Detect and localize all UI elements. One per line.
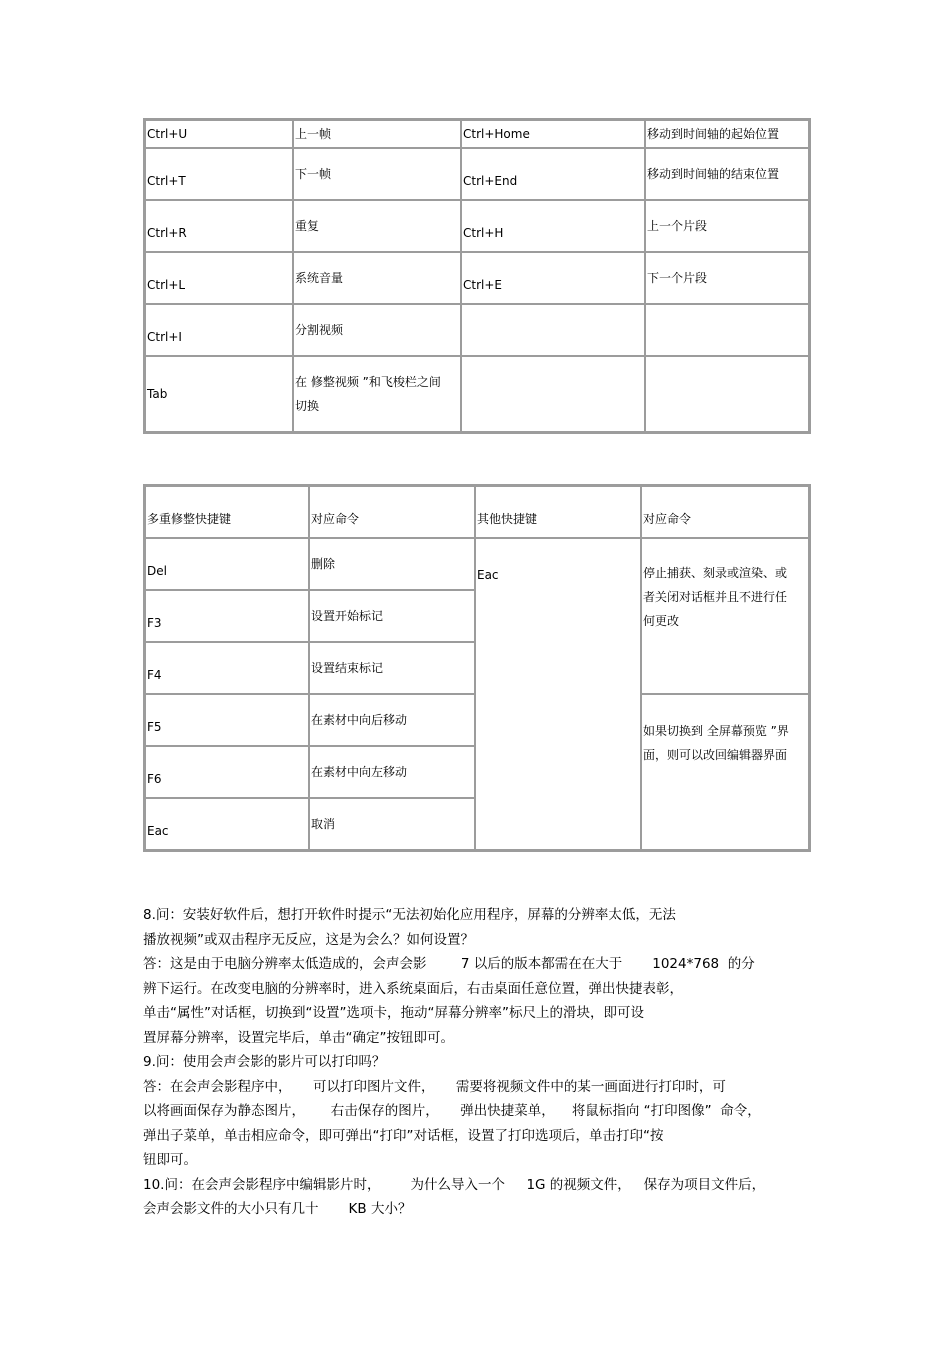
column-header: 多重修整快捷键 <box>145 486 309 538</box>
table-cell: Ctrl+H <box>461 200 645 252</box>
table-row <box>145 120 809 148</box>
table-cell: 重复 <box>293 200 461 252</box>
qa-line: 辨下运行。在改变电脑的分辨率时，进入系统桌面后，右击桌面任意位置，弹出快捷表彰， <box>143 980 683 997</box>
table-cell: F3 <box>145 590 309 642</box>
table-cell: F5 <box>145 694 309 746</box>
qa-line: 答：这是由于电脑分辨率太低造成的，会声会影 7 以后的版本都需在在大于 1024*768 的分 <box>143 956 755 972</box>
table-cell: Ctrl+E <box>461 252 645 304</box>
qa-line: 弹出子菜单，单击相应命令，即可弹出“打印”对话框，设置了打印选项后，单击打印“按 <box>143 1127 664 1144</box>
table-cell: Ctrl+L <box>145 252 293 304</box>
table-cell: Eac <box>145 798 309 850</box>
shortcut-table-1 <box>143 118 811 434</box>
table-row <box>145 356 809 432</box>
table-row <box>145 200 809 252</box>
table-cell: Ctrl+T <box>145 148 293 200</box>
column-header: 其他快捷键 <box>475 486 641 538</box>
qa-line: 答：在会声会影程序中， 可以打印图片文件， 需要将视频文件中的某一画面进行打印时，可 <box>143 1078 726 1095</box>
table-cell: Del <box>145 538 309 590</box>
shortcut-table-2 <box>143 484 811 852</box>
table-cell: 移动到时间轴的结束位置 <box>645 148 809 200</box>
table-cell: Ctrl+R <box>145 200 293 252</box>
table-cell: 如果切换到 全屏幕预览 ”界面，则可以改回编辑器界面 <box>641 694 809 850</box>
table-cell: Ctrl+I <box>145 304 293 356</box>
table-cell <box>461 356 645 432</box>
qa-line: 以将画面保存为静态图片， 右击保存的图片， 弹出快捷菜单， 将鼠标指向 “打印图像” 命令， <box>143 1103 761 1119</box>
table-row <box>145 148 809 200</box>
table-cell <box>645 356 809 432</box>
table-cell: F4 <box>145 642 309 694</box>
table-cell: 下一个片段 <box>645 252 809 304</box>
column-header: 对应命令 <box>641 486 809 538</box>
table-header-row <box>145 486 809 538</box>
qa-line: 置屏幕分辨率，设置完毕后，单击“确定”按钮即可。 <box>143 1029 454 1046</box>
table-cell: 移动到时间轴的起始位置 <box>645 120 809 148</box>
table-cell: Ctrl+Home <box>461 120 645 148</box>
table-row <box>145 252 809 304</box>
table-cell: Eac <box>475 538 641 850</box>
qa-line: 单击“属性”对话框，切换到“设置”选项卡，拖动“屏幕分辨率”标尺上的滑块，即可设 <box>143 1005 644 1021</box>
table-cell: 分割视频 <box>293 304 461 356</box>
table-cell: 在素材中向左移动 <box>309 746 475 798</box>
table-cell: 在 修整视频 ”和飞梭栏之间切换 <box>293 356 461 432</box>
table-row <box>145 538 809 590</box>
table-cell: 下一帧 <box>293 148 461 200</box>
table-cell: 停止捕获、刻录或渲染、或者关闭对话框并且不进行任何更改 <box>641 538 809 694</box>
table-cell: Tab <box>145 356 293 432</box>
table-cell <box>645 304 809 356</box>
table-cell: 上一个片段 <box>645 200 809 252</box>
qa-line: 会声会影文件的大小只有几十 KB 大小？ <box>143 1201 412 1217</box>
qa-section <box>143 903 813 1222</box>
table-cell: Ctrl+End <box>461 148 645 200</box>
table-cell: Ctrl+U <box>145 120 293 148</box>
table-cell: 在素材中向后移动 <box>309 694 475 746</box>
table-row <box>145 304 809 356</box>
column-header: 对应命令 <box>309 486 475 538</box>
qa-line: 9.问：使用会声会影的影片可以打印吗？ <box>143 1054 386 1070</box>
table-cell: F6 <box>145 746 309 798</box>
qa-line: 10.问：在会声会影程序中编辑影片时， 为什么导入一个 1G 的视频文件， 保存为项目文件后， <box>143 1176 766 1193</box>
table-cell: 设置开始标记 <box>309 590 475 642</box>
qa-line: 钮即可。 <box>143 1152 197 1168</box>
table-cell: 上一帧 <box>293 120 461 148</box>
qa-line: 播放视频”或双击程序无反应，这是为会么？如何设置？ <box>143 931 474 948</box>
table-cell: 取消 <box>309 798 475 850</box>
table-cell: 系统音量 <box>293 252 461 304</box>
qa-line: 8.问：安装好软件后，想打开软件时提示“无法初始化应用程序，屏幕的分辨率太低，无法 <box>143 907 676 923</box>
table-cell: 删除 <box>309 538 475 590</box>
table-cell <box>461 304 645 356</box>
table-cell: 设置结束标记 <box>309 642 475 694</box>
